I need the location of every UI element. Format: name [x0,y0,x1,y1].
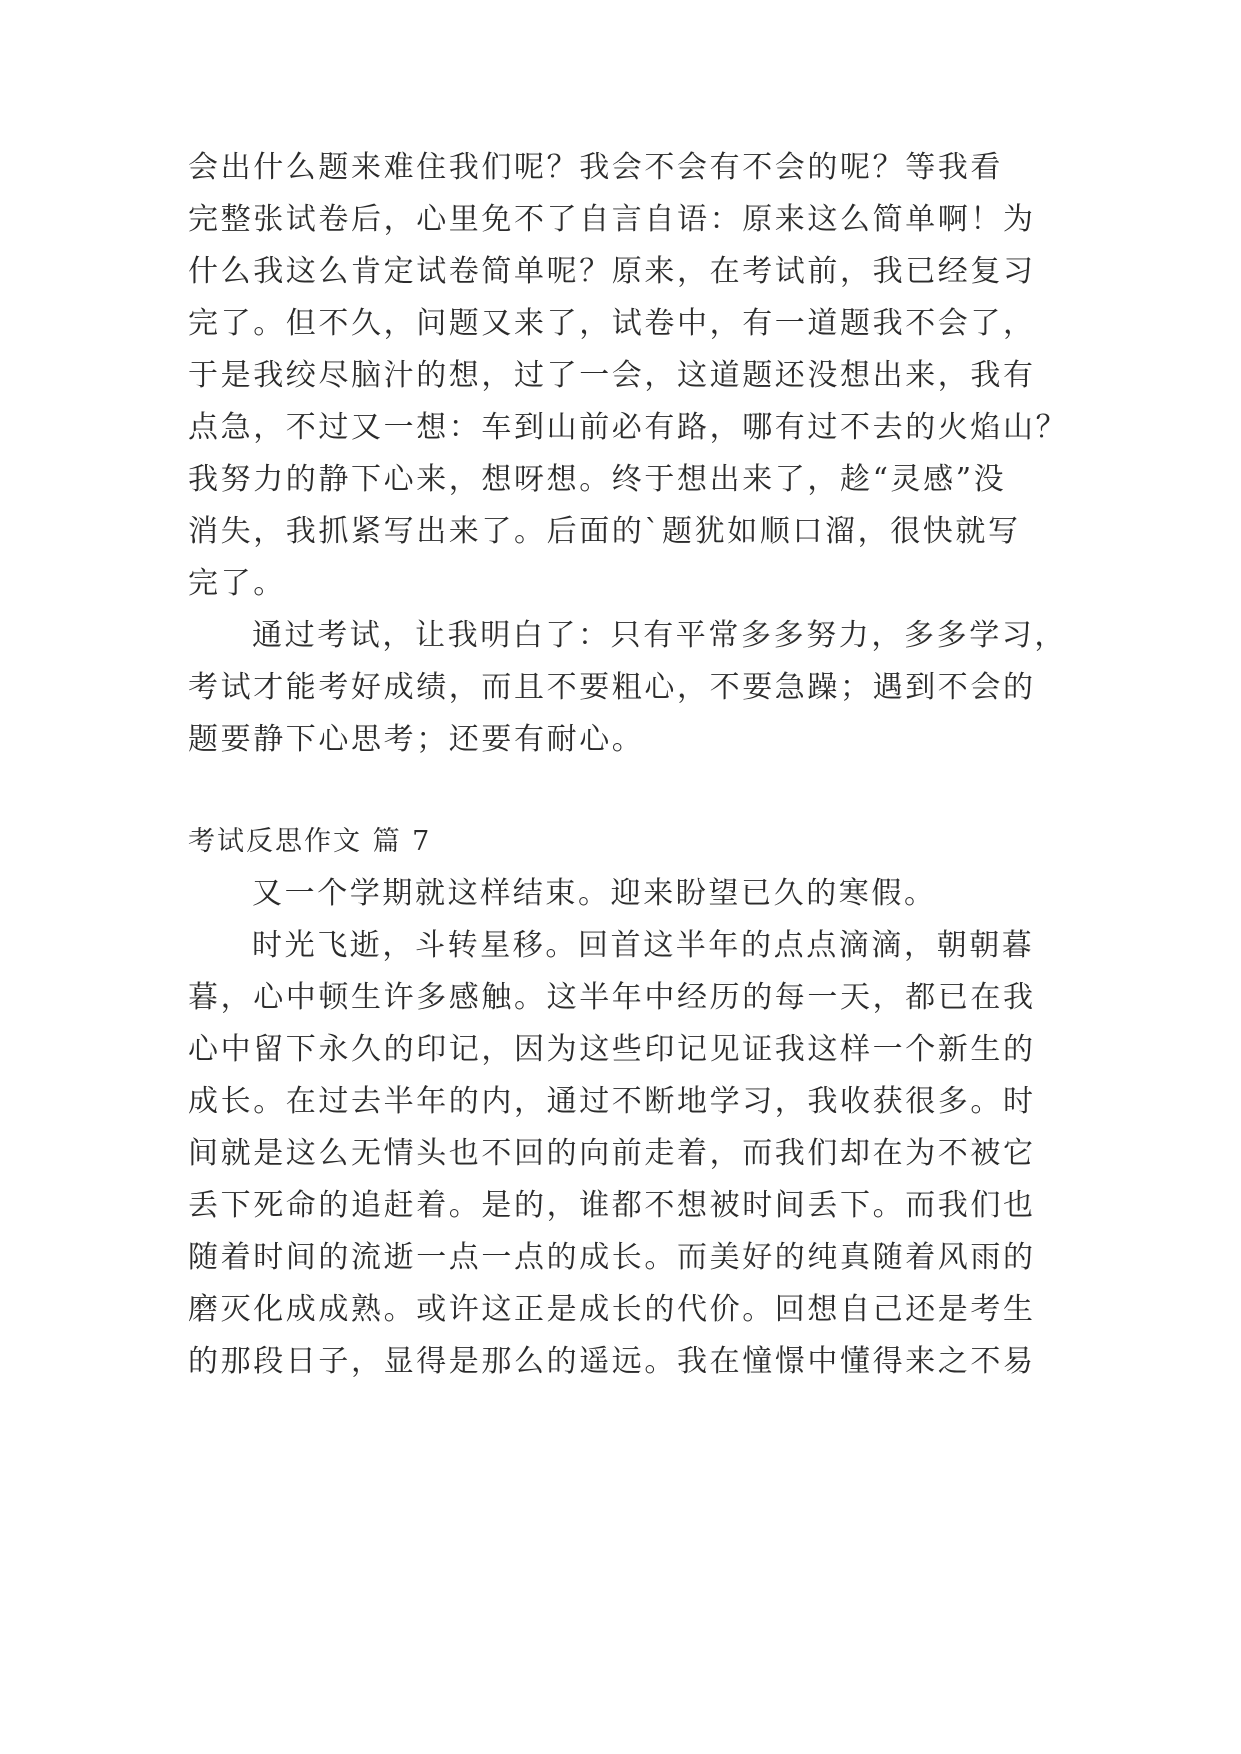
paragraph-line: 丢下死命的追赶着。是的，谁都不想被时间丢下。而我们也 [188,1188,1036,1223]
paragraph-line: 题要静下心思考；还要有耐心。 [188,722,645,757]
paragraph-line: 随着时间的流逝一点一点的成长。而美好的纯真随着风雨的 [188,1240,1036,1275]
paragraph-line: 于是我绞尽脑汁的想，过了一会，这道题还没想出来，我有 [188,358,1036,393]
paragraph-line: 完了。 [188,566,286,601]
paragraph-line: 的那段日子，显得是那么的遥远。我在憧憬中懂得来之不易 [188,1344,1036,1379]
paragraph-line: 心中留下永久的印记，因为这些印记见证我这样一个新生的 [188,1032,1036,1067]
paragraph-line: 成长。在过去半年的内，通过不断地学习，我收获很多。时 [188,1084,1036,1119]
paragraph-line: 完了。但不久，问题又来了，试卷中，有一道题我不会了， [188,306,1036,341]
paragraph-line: 时光飞逝，斗转星移。回首这半年的点点滴滴，朝朝暮 [252,928,1035,963]
paragraph-line: 点急，不过又一想：车到山前必有路，哪有过不去的火焰山？ [188,410,1069,445]
paragraph-line: 会出什么题来难住我们呢？我会不会有不会的呢？等我看 [188,150,1003,185]
paragraph-line: 磨灭化成成熟。或许这正是成长的代价。回想自己还是考生 [188,1292,1036,1327]
paragraph-line: 完整张试卷后，心里免不了自言自语：原来这么简单啊！为 [188,202,1036,237]
paragraph-line: 通过考试，让我明白了：只有平常多多努力，多多学习， [252,618,1067,653]
paragraph-line: 考试才能考好成绩，而且不要粗心，不要急躁；遇到不会的 [188,670,1036,705]
paragraph-line: 消失，我抓紧写出来了。后面的`题犹如顺口溜，很快就写 [188,514,1021,549]
section-heading: 考试反思作文 篇 7 [188,826,432,857]
paragraph-line: 又一个学期就这样结束。迎来盼望已久的寒假。 [252,876,937,911]
paragraph-line: 暮，心中顿生许多感触。这半年中经历的每一天，都已在我 [188,980,1036,1015]
paragraph-line: 我努力的静下心来，想呀想。终于想出来了，趁“灵感”没 [188,462,1007,497]
paragraph-line: 什么我这么肯定试卷简单呢？原来，在考试前，我已经复习 [188,254,1036,289]
paragraph-line: 间就是这么无情头也不回的向前走着，而我们却在为不被它 [188,1136,1036,1171]
